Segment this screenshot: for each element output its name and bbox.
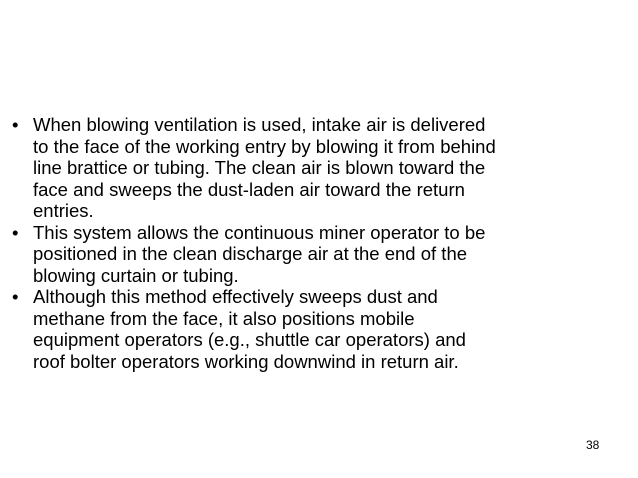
- bullet-2-line-2: positioned in the clean discharge air at the end of the: [33, 243, 468, 264]
- bullet-item-2: [12, 222, 587, 287]
- bullet-marker: •: [12, 114, 19, 135]
- bullet-list: [12, 114, 587, 372]
- bullet-item-3: [12, 286, 587, 372]
- bullet-3-line-1: Although this method effectively sweeps dust and: [33, 286, 438, 307]
- bullet-1-line-4: face and sweeps the dust-laden air toward the return: [33, 178, 465, 200]
- bullet-3-line-3: equipment operators (e.g., shuttle car operators) and: [33, 329, 466, 350]
- bullet-1-line-2: to the face of the working entry by blowing it from behind: [33, 135, 496, 157]
- bullet-2-line-1: This system allows the continuous miner operator to be: [33, 221, 486, 243]
- bullet-1-line-1: When blowing ventilation is used, intake air is delivered: [33, 114, 486, 135]
- page-number: 38: [586, 438, 600, 452]
- bullet-marker: •: [12, 221, 19, 243]
- bullet-2-line-3: blowing curtain or tubing.: [33, 264, 239, 286]
- bullet-item-1: [12, 114, 587, 222]
- bullet-3-line-4: roof bolter operators working downwind in return air.: [33, 350, 459, 372]
- bullet-3-line-2: methane from the face, it also positions mobile: [33, 307, 415, 329]
- bullet-1-line-3: line brattice or tubing. The clean air is blown toward the: [33, 157, 486, 178]
- bullet-marker: •: [12, 286, 19, 307]
- bullet-1-line-5: entries.: [33, 200, 94, 221]
